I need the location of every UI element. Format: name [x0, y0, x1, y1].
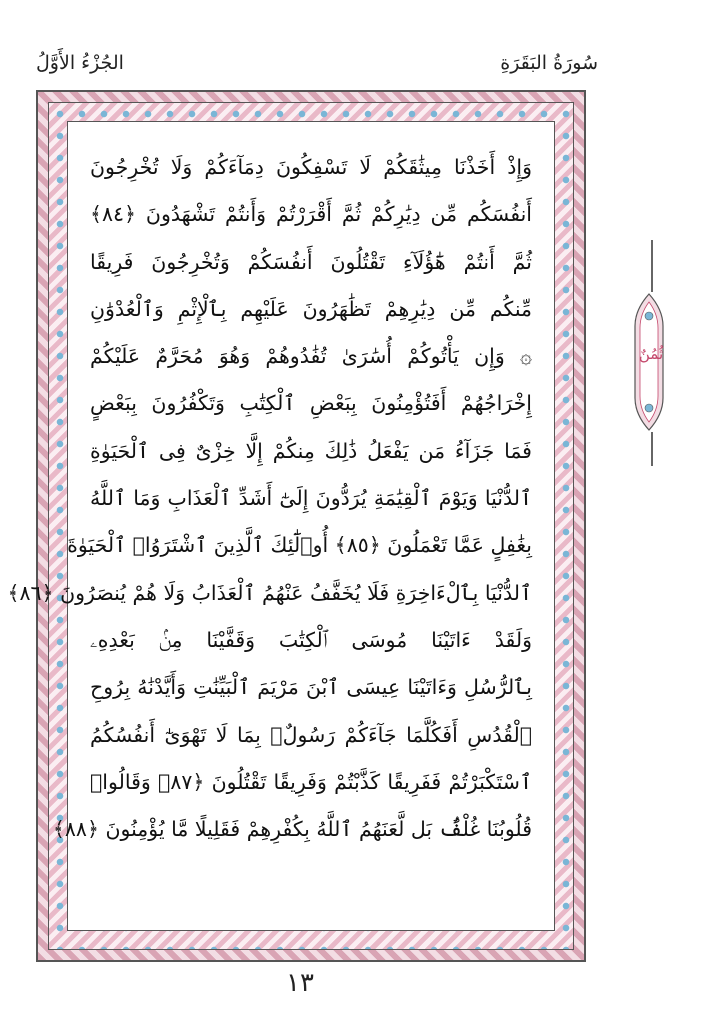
- verse-line: ٱلدُّنْيَا بِٱلْءَاخِرَةِ فَلَا يُخَفَّفُ عَنْهُمُ ٱلْعَذَابُ وَلَا هُمْ يُنصَرُونَ ﴿٨٦﴾: [7, 580, 532, 605]
- surah-name: سُورَةُ البَقَرَةِ: [500, 52, 598, 74]
- verse-line: فَمَا جَزَآءُ مَن يَفْعَلُ ذَٰلِكَ مِنكُمْ إِلَّا خِزْىٌ فِى ٱلْحَيَوٰةِ: [90, 438, 532, 463]
- ornamental-border-inner: [7, 102, 574, 950]
- verse-line: أَنفُسَكُم مِّن دِيَٰرِكُمْ ثُمَّ أَقْرَرْتُمْ وَأَنتُمْ تَشْهَدُونَ ﴿٨٤﴾: [90, 202, 532, 227]
- ornamental-border: [7, 90, 586, 962]
- thumun-label: ثُمُنٌ: [638, 345, 664, 363]
- verse-line: ٱلدُّنْيَا وَيَوْمَ ٱلْقِيَٰمَةِ يُرَدُّونَ إِلَىٰٓ أَشَدِّ ٱلْعَذَابِ وَمَا ٱللَّهُ: [90, 486, 532, 511]
- verse-line: ۞ وَإِن يَأْتُوكُمْ أُسَٰرَىٰ تُفَٰدُوهُمْ وَهُوَ مُحَرَّمٌ عَلَيْكُمْ: [90, 344, 532, 369]
- verse-line: قُلُوبُنَا غُلْفٌۢ بَل لَّعَنَهُمُ ٱللَّهُ بِكُفْرِهِمْ فَقَلِيلًا مَّا يُؤْمِنُونَ ﴿٨٨﴾: [52, 817, 532, 842]
- verse-line: وَإِذْ أَخَذْنَا مِيثَٰقَكُمْ لَا تَسْفِكُونَ دِمَآءَكُمْ وَلَا تُخْرِجُونَ: [90, 155, 532, 179]
- verse-line: ٱسْتَكْبَرْتُمْ فَفَرِيقًا كَذَّبْتُمْ وَفَرِيقًا تَقْتُلُونَ ﴿٨٧﴾ وَقَالُوا۟: [90, 769, 532, 794]
- verse-line: بِٱلرُّسُلِ وَءَاتَيْنَا عِيسَى ٱبْنَ مَرْيَمَ ٱلْبَيِّنَٰتِ وَأَيَّدْنَٰهُ بِرُوحِ: [90, 675, 532, 700]
- verse-line: بِغَٰفِلٍ عَمَّا تَعْمَلُونَ ﴿٨٥﴾ أُو۟لَٰٓئِكَ ٱلَّذِينَ ٱشْتَرَوُا۟ ٱلْحَيَوٰةَ: [67, 533, 532, 558]
- verse-line: إِخْرَاجُهُمْ أَفَتُؤْمِنُونَ بِبَعْضِ ٱلْكِتَٰبِ وَتَكْفُرُونَ بِبَعْضٍ: [90, 391, 532, 416]
- verse-line: ثُمَّ أَنتُمْ هَٰٓؤُلَآءِ تَقْتُلُونَ أَنفُسَكُمْ وَتُخْرِجُونَ فَرِيقًا: [90, 249, 532, 274]
- verse-line: مِّنكُم مِّن دِيَٰرِهِمْ تَظَٰهَرُونَ عَلَيْهِم بِٱلْإِثْمِ وَٱلْعُدْوَٰنِ: [90, 296, 532, 321]
- marker-line-bottom: [651, 432, 653, 466]
- marker-line-top: [651, 240, 653, 292]
- verse-line: وَلَقَدْ ءَاتَيْنَا مُوسَى ٱلْكِتَٰبَ وَقَفَّيْنَا مِنۢ بَعْدِهِۦ: [90, 627, 532, 652]
- quran-text-area: [7, 121, 555, 931]
- verse-line: ٱلْقُدُسِ أَفَكُلَّمَا جَآءَكُمْ رَسُولٌۢ بِمَا لَا تَهْوَىٰٓ أَنفُسُكُمُ: [90, 722, 532, 747]
- page-number: ١٣: [286, 968, 314, 998]
- juz-name: الجُزْءُ الأَوَّلُ: [36, 52, 124, 74]
